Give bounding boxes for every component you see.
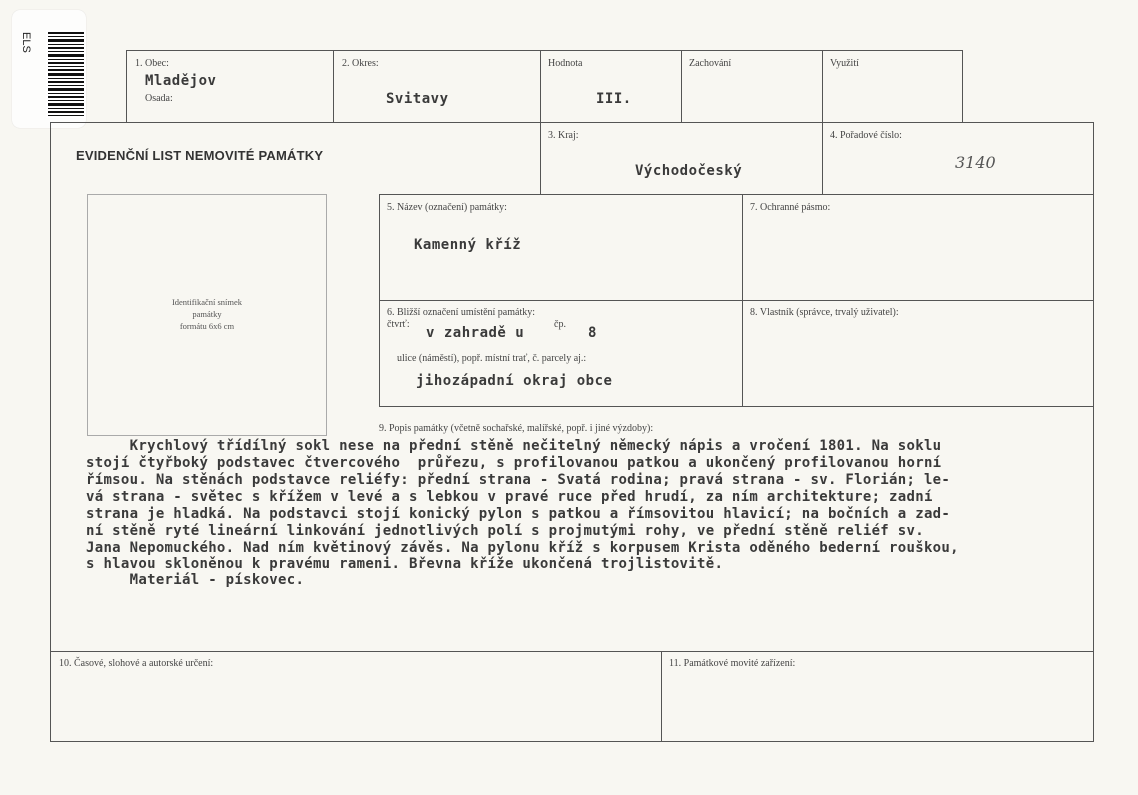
pasmo-cell (742, 194, 1094, 301)
kraj-value: Východočeský (635, 163, 743, 179)
hodnota-value: III. (596, 91, 632, 107)
photo-caption-line2: památky (192, 309, 222, 319)
kraj-cell (540, 122, 823, 195)
vyuziti-cell (822, 50, 963, 123)
nazev-cell (379, 194, 743, 301)
photo-caption-line3: formátu 6x6 cm (179, 321, 235, 331)
casove-cell (50, 651, 662, 742)
umisteni-label: 6. Bližší označení umístění památky: (387, 307, 536, 318)
obec-value: Mladějov (145, 73, 217, 89)
okres-value: Svitavy (386, 91, 449, 107)
form-title: EVIDENČNÍ LIST NEMOVITÉ PAMÁTKY (76, 148, 324, 163)
zachovani-label: Zachování (689, 58, 732, 69)
popis-line-9: Materiál - pískovec. (86, 572, 305, 588)
vlastnik-label: 8. Vlastník (správce, trvalý uživatel): (750, 307, 899, 318)
umisteni-cell (379, 300, 743, 407)
popis-line-5: strana je hladká. Na podstavci stojí konický pylon s patkou a římsovitou hlavicí; na bočních a zad- (86, 506, 951, 522)
cp-value: 8 (588, 325, 597, 341)
popis-line-3: římsou. Na stěnách podstavce reliéfy: přední strana - Svatá rodina; pravá strana - sv. Florián; le- (86, 472, 951, 488)
poradove-cell (822, 122, 1094, 195)
kraj-label: 3. Kraj: (548, 130, 579, 141)
barcode-icon (46, 30, 86, 118)
popis-line-4: vá strana - světec s křížem v levé a s lebkou v pravé ruce před hrudí, za ním architekture; zadní (86, 489, 933, 505)
photo-caption (88, 296, 326, 332)
vyuziti-label: Využití (830, 58, 859, 69)
popis-line-8: s hlavou skloněnou k pravému rameni. Břevna kříže ukončená trojlistovitě. (86, 556, 724, 572)
okres-label: 2. Okres: (342, 58, 379, 69)
photo-caption-line1: Identifikační snímek (171, 297, 243, 307)
ctvrt-value: v zahradě u (426, 325, 525, 341)
ctvrt-label: čtvrť: (387, 319, 410, 330)
casove-label: 10. Časové, slohové a autorské určení: (59, 658, 214, 669)
movite-cell (661, 651, 1094, 742)
popis-line-6: ní stěně ryté lineární linkování jednotlivých polí s projmutými rohy, ve přední stěně reliéf sv. (86, 523, 924, 539)
pasmo-label: 7. Ochranné pásmo: (750, 202, 831, 213)
okres-cell (333, 50, 541, 123)
poradove-value: 3140 (955, 153, 996, 172)
obec-cell (126, 50, 334, 123)
movite-label: 11. Památkové movité zařízení: (669, 658, 796, 669)
obec-label: 1. Obec: (135, 58, 169, 69)
nazev-label: 5. Název (označení) památky: (387, 202, 507, 213)
popis-line-1: Krychlový třídílný sokl nese na přední stěně nečitelný německý nápis a vročení 1801. Na soklu (86, 438, 942, 454)
popis-line-2: stojí čtyřboký podstavec čtvercového průřezu, s profilovanou patkou a ukončený profilovanou horní (86, 455, 942, 471)
ulice-value: jihozápadní okraj obce (416, 373, 613, 389)
popis-label: 9. Popis památky (včetně sochařské, malířské, popř. i jiné výzdoby): (379, 423, 654, 434)
popis-line-7: Jana Nepomuckého. Nad ním květinový závěs. Na pylonu kříž s korpusem Krista oděného bederní rouškou, (86, 540, 959, 556)
osada-label: Osada: (145, 93, 173, 104)
cp-label: čp. (554, 319, 566, 330)
vlastnik-cell (742, 300, 1094, 407)
sticker-code: ELS (20, 32, 32, 53)
poradove-label: 4. Pořadové číslo: (830, 130, 902, 141)
hodnota-cell (540, 50, 682, 123)
nazev-value: Kamenný kříž (414, 237, 522, 253)
barcode-sticker (12, 10, 86, 128)
hodnota-label: Hodnota (548, 58, 583, 69)
zachovani-cell (681, 50, 823, 123)
ulice-label: ulice (náměstí), popř. místní trať, č. parcely aj.: (397, 353, 587, 364)
